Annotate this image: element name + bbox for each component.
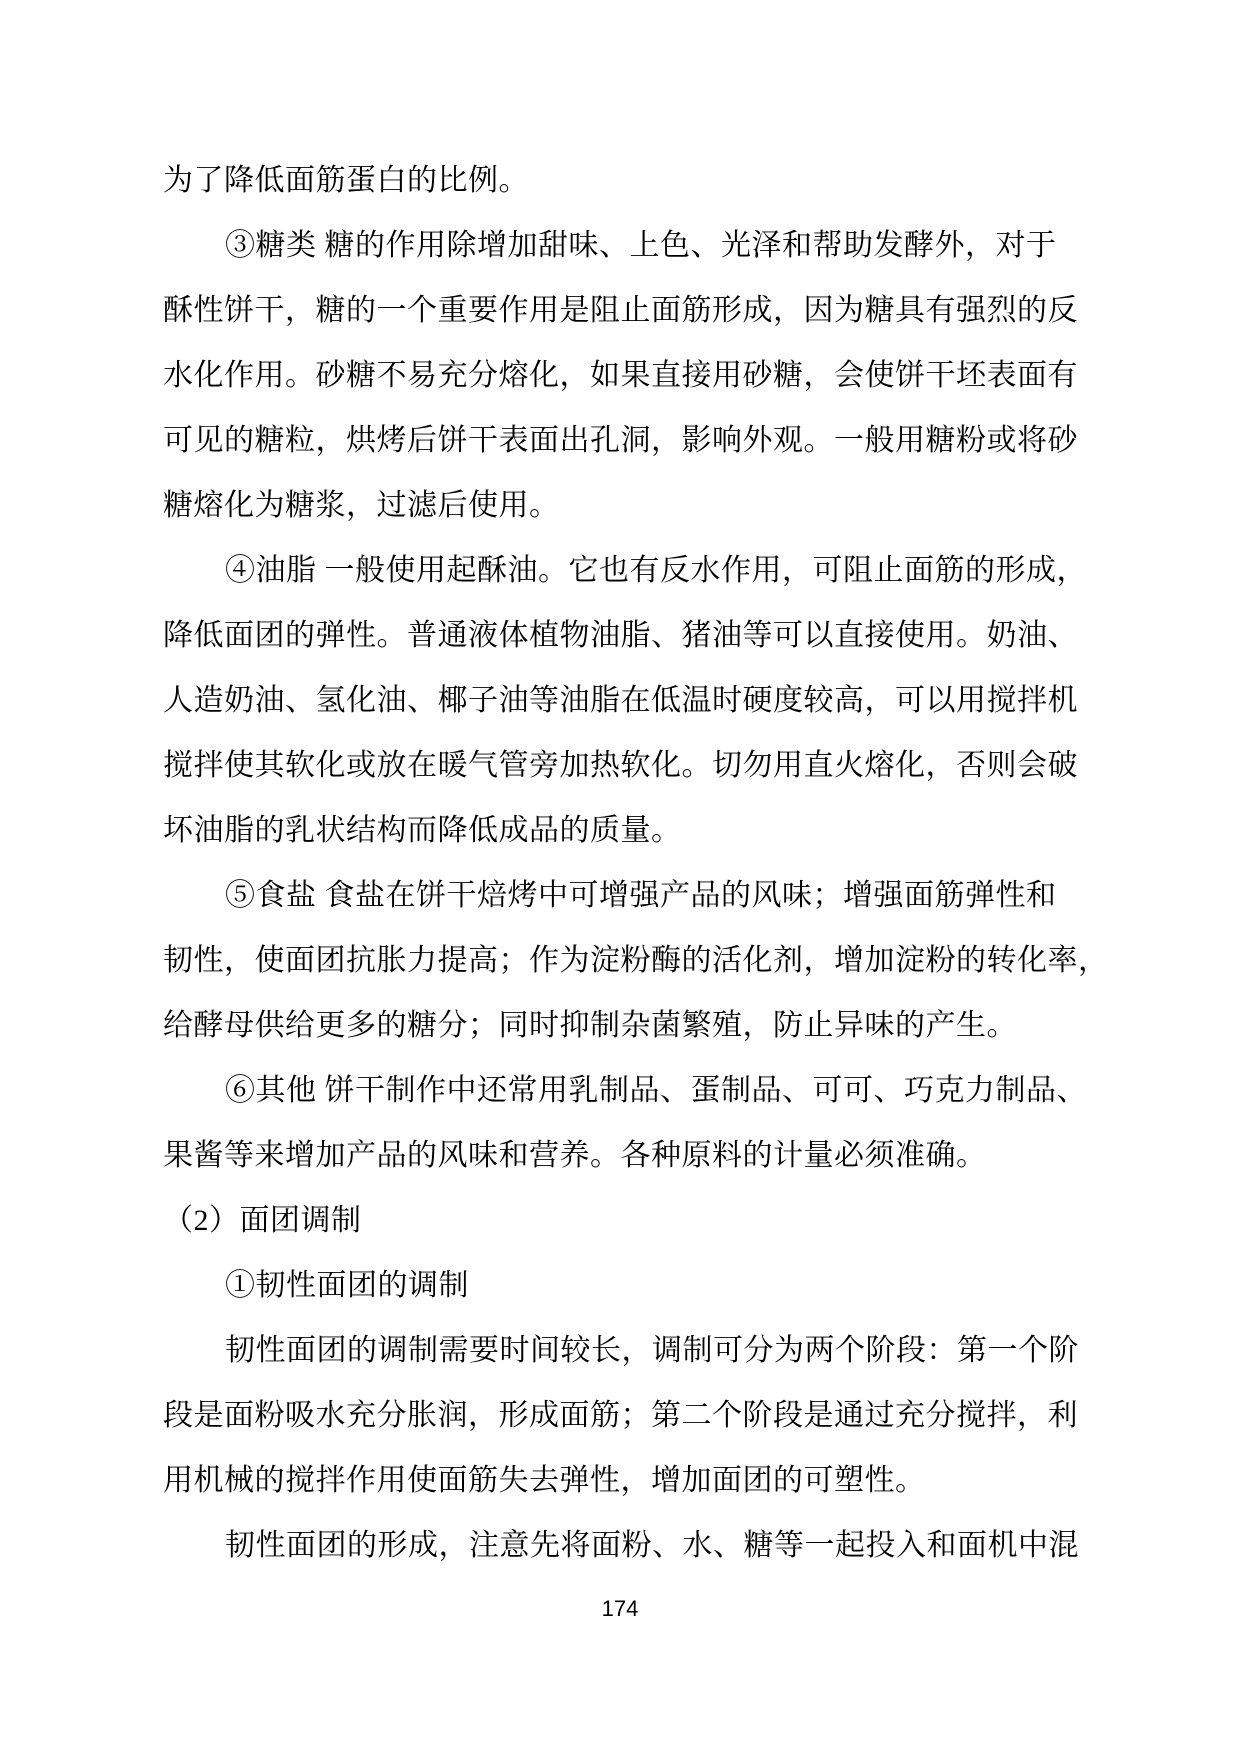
text-line: 坏油脂的乳状结构而降低成品的质量。: [163, 814, 682, 847]
section-heading-dough-preparation: （2）面团调制: [163, 1204, 362, 1237]
text-line: 韧性面团的形成，注意先将面粉、水、糖等一起投入和面机中混: [225, 1529, 1079, 1562]
text-line-list-item-other: ⑥其他 饼干制作中还常用乳制品、蛋制品、可可、巧克力制品、: [225, 1074, 1087, 1107]
text-line: 人造奶油、氢化油、椰子油等油脂在低温时硬度较高，可以用搅拌机: [163, 684, 1078, 717]
text-line: 果酱等来增加产品的风味和营养。各种原料的计量必须准确。: [163, 1139, 987, 1172]
text-line: 韧性，使面团抗胀力提高；作为淀粉酶的活化剂，增加淀粉的转化率，: [163, 944, 1109, 977]
text-line: 可见的糖粒，烘烤后饼干表面出孔洞，影响外观。一般用糖粉或将砂: [163, 424, 1078, 457]
text-line-list-item-fat: ④油脂 一般使用起酥油。它也有反水作用，可阻止面筋的形成，: [225, 554, 1087, 587]
text-line: 搅拌使其软化或放在暖气管旁加热软化。切勿用直火熔化，否则会破: [163, 749, 1078, 782]
text-line-list-item-sugar: ③糖类 糖的作用除增加甜味、上色、光泽和帮助发酵外，对于: [225, 229, 1057, 262]
text-line: 水化作用。砂糖不易充分熔化，如果直接用砂糖，会使饼干坯表面有: [163, 359, 1078, 392]
sub-heading-tough-dough: ①韧性面团的调制: [225, 1269, 469, 1302]
text-line: 用机械的搅拌作用使面筋失去弹性，增加面团的可塑性。: [163, 1464, 926, 1497]
page-content: [163, 148, 1109, 1578]
text-line: 给酵母供给更多的糖分；同时抑制杂菌繁殖，防止异味的产生。: [163, 1009, 1017, 1042]
text-line: 为了降低面筋蛋白的比例。: [163, 164, 529, 197]
text-line: 降低面团的弹性。普通液体植物油脂、猪油等可以直接使用。奶油、: [163, 619, 1078, 652]
text-line: 韧性面团的调制需要时间较长，调制可分为两个阶段：第一个阶: [225, 1334, 1079, 1367]
text-line: 糖熔化为糖浆，过滤后使用。: [163, 489, 560, 522]
page-number: 174: [601, 1596, 639, 1621]
text-line: 酥性饼干，糖的一个重要作用是阻止面筋形成，因为糖具有强烈的反: [163, 294, 1078, 327]
text-line-list-item-salt: ⑤食盐 食盐在饼干焙烤中可增强产品的风味；增强面筋弹性和: [225, 879, 1057, 912]
page-footer: [0, 1596, 1240, 1622]
text-line: 段是面粉吸水充分胀润，形成面筋；第二个阶段是通过充分搅拌，利: [163, 1399, 1078, 1432]
